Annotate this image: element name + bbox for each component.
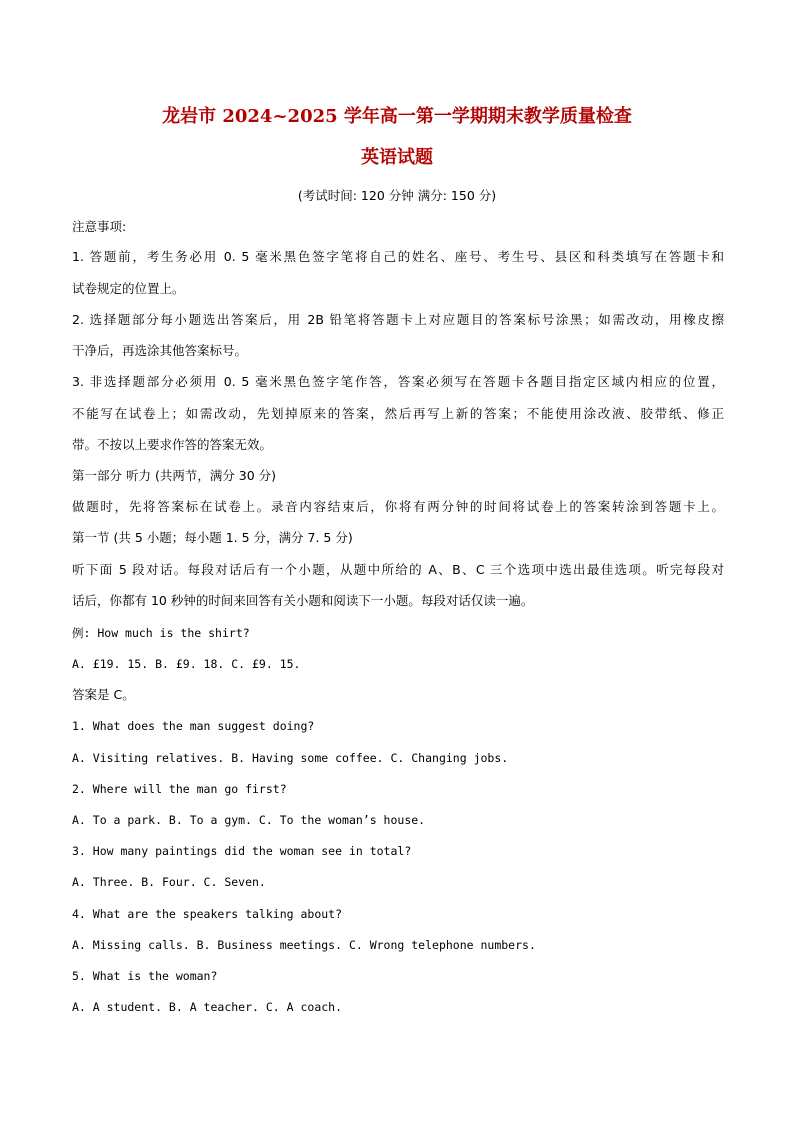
section1-instruction-line-1: 听下面 5 段对话。每段对话后有一个小题，从题中所给的 A、B、C 三个选项中选出最佳选项。听完每段对 <box>72 562 724 577</box>
question-1-options: A. Visiting relatives. B. Having some coffee. C. Changing jobs. <box>72 751 509 765</box>
exam-title: 龙岩市 2024~2025 学年高一第一学期期末教学质量检查 <box>162 106 632 127</box>
part1-instruction: 做题时，先将答案标在试卷上。录音内容结束后，你将有两分钟的时间将试卷上的答案转涂到答题卡上。 <box>72 499 724 514</box>
example-question: 例: How much is the shirt? <box>72 626 250 640</box>
question-5-options: A. A student. B. A teacher. C. A coach. <box>72 1000 343 1014</box>
section1-instruction-line-2: 话后，你都有 10 秒钟的时间来回答有关小题和阅读下一小题。每段对话仅读一遍。 <box>72 593 534 608</box>
exam-info: (考试时间: 120 分钟 满分: 150 分) <box>297 188 497 203</box>
question-1: 1. What does the man suggest doing? <box>72 719 315 733</box>
notes-heading: 注意事项: <box>72 219 127 234</box>
note-2-line-2: 干净后，再选涂其他答案标号。 <box>72 343 248 358</box>
note-1-line-2: 试卷规定的位置上。 <box>72 281 185 296</box>
question-3-options: A. Three. B. Four. C. Seven. <box>72 875 266 889</box>
note-2-line-1: 2. 选择题部分每小题选出答案后，用 2B 铅笔将答题卡上对应题目的答案标号涂黑；如需改动，用橡皮擦 <box>72 312 724 327</box>
note-3-line-1: 3. 非选择题部分必须用 0. 5 毫米黑色签字笔作答，答案必须写在答题卡各题目指定区域内相应的位置， <box>72 374 724 389</box>
question-4-options: A. Missing calls. B. Business meetings. C. Wrong telephone numbers. <box>72 938 536 952</box>
subject-title: 英语试题 <box>361 147 433 168</box>
section1-heading: 第一节 (共 5 小题；每小题 1. 5 分，满分 7. 5 分) <box>72 530 353 545</box>
part1-heading: 第一部分 听力 (共两节，满分 30 分) <box>72 468 277 483</box>
example-answer: 答案是 C。 <box>72 687 135 702</box>
note-3-line-2: 不能写在试卷上；如需改动，先划掉原来的答案，然后再写上新的答案；不能使用涂改液、胶带纸、修正 <box>72 406 724 421</box>
question-5: 5. What is the woman? <box>72 969 218 983</box>
question-3: 3. How many paintings did the woman see in total? <box>72 844 412 858</box>
note-1-line-1: 1. 答题前，考生务必用 0. 5 毫米黑色签字笔将自己的姓名、座号、考生号、县区和科类填写在答题卡和 <box>72 249 724 264</box>
question-2-options: A. To a park. B. To a gym. C. To the woman’s house. <box>72 813 426 827</box>
note-3-line-3: 带。不按以上要求作答的答案无效。 <box>72 437 273 452</box>
question-2: 2. Where will the man go first? <box>72 782 287 796</box>
example-options: A. £19. 15. B. £9. 18. C. £9. 15. <box>72 657 301 671</box>
question-4: 4. What are the speakers talking about? <box>72 907 343 921</box>
